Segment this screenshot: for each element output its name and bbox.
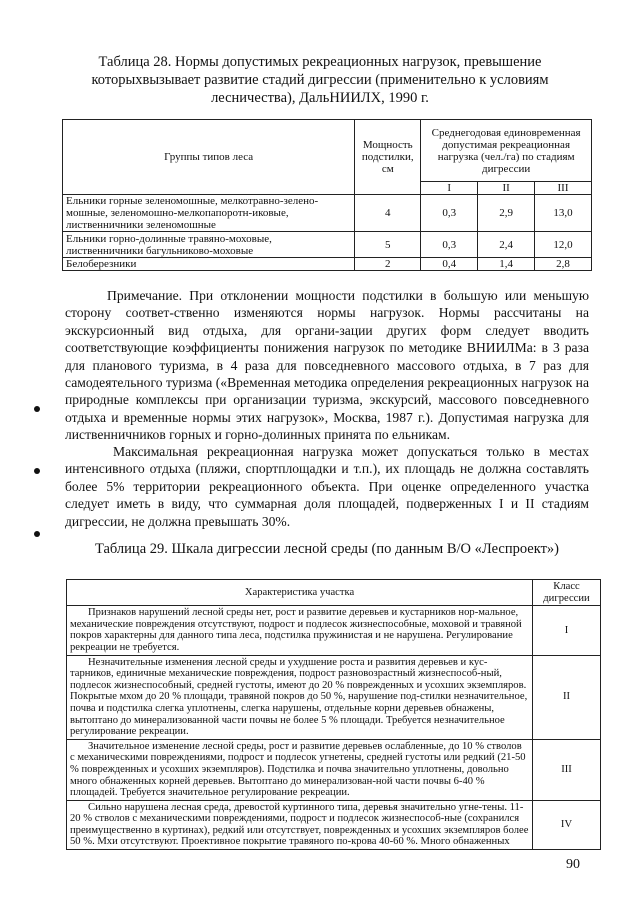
row-stage-1: 0,4 xyxy=(421,258,478,271)
table-28 xyxy=(62,119,592,271)
row-thickness: 5 xyxy=(355,232,421,258)
row-name: Ельники горно-долинные травяно-моховые, лиственничники багульниково-моховые xyxy=(63,232,355,258)
row-thickness: 2 xyxy=(355,258,421,271)
header-stage-3: III xyxy=(535,182,592,195)
header-class: Класс дигрессии xyxy=(533,580,601,606)
row-stage-3: 12,0 xyxy=(535,232,592,258)
table-row xyxy=(63,195,592,232)
header-stage-2: II xyxy=(478,182,535,195)
row-stage-1: 0,3 xyxy=(421,232,478,258)
max-load-paragraph: Максимальная рекреационная нагрузка может допускаться только в местах интенсивного отдыха (пляжи, спортплощадки и т.п.), их площадь не должна составлять более 5% территории рекреационного объекта. При оценке определенного участка следует иметь в виду, что суммарная доля площадей, подверженных I и II стадиям дигрессии, не должна превышать 30%. xyxy=(65,444,589,529)
page-number: 90 xyxy=(566,857,580,872)
header-groups: Группы типов леса xyxy=(63,120,355,195)
header-load: Среднегодовая единовременная допустимая рекреационная нагрузка (чел./га) по стадиям дигрессии xyxy=(421,120,592,182)
row-class: I xyxy=(533,606,601,655)
table-row xyxy=(67,800,601,849)
row-characteristic: Признаков нарушений лесной среды нет, рост и развитие деревьев и кустарников нор-мальное, механические повреждения отсутствуют, подрост и подлесок жизнеспособные, моховой и травяной покров характерны для данного типа леса, подстилка пружинистая и не нарушена. Регулирование рекреации не требуется. xyxy=(67,606,533,655)
row-stage-2: 1,4 xyxy=(478,258,535,271)
row-stage-2: 2,4 xyxy=(478,232,535,258)
margin-dot xyxy=(34,468,40,474)
row-stage-1: 0,3 xyxy=(421,195,478,232)
header-thickness: Мощность подстилки, см xyxy=(355,120,421,195)
table-row xyxy=(67,606,601,655)
row-thickness: 4 xyxy=(355,195,421,232)
table-row xyxy=(67,655,601,739)
row-stage-2: 2,9 xyxy=(478,195,535,232)
row-characteristic: Значительное изменение лесной среды, рост и развитие деревьев ослабленные, до 10 % стволов с механическими повреждениями, подрост и подлесок угнетены, средней густоты или редкий (21-50 % поврежденных и усохших экземпляров). Подстилка и почва значительно уплотнены, довольно много обнаженных корней деревьев. Вытоптано до минерализован-ной части почвы 6-40 % площадей. Требуется значительное регулирование рекреации. xyxy=(67,739,533,800)
row-name: Ельники горные зеленомошные, мелкотравно-зелено-мошные, зеленомошно-мелкопапоротн-иковые, лиственничники зеленомошные xyxy=(63,195,355,232)
header-stage-1: I xyxy=(421,182,478,195)
row-class: IV xyxy=(533,800,601,849)
table28-caption-line2: которыхвызывает развитие стадий дигрессии (применительно к условиям xyxy=(91,72,549,88)
table-row xyxy=(63,258,592,271)
margin-dot xyxy=(34,531,40,537)
row-characteristic: Незначительные изменения лесной среды и ухудшение роста и развития деревьев и кус-тарников, единичные механические повреждения, подрост разновозрастный жизнеспособ-ный, подлесок жизнеспособный, средней густоты, имеют до 20 % поврежденных и усохших экземпляров. Покрытые мхом до 20 % площади, травяной покров до 50 %, нарушение под-стилки незначительное, почва и подстилка слегка уплотнены, слегка нарушены, отдельные корни деревьев обнажены, вытоптано до минерализованной части почвы не более 5 % площади. Требуется незначительное регулирование рекреации. xyxy=(67,655,533,739)
table-row xyxy=(67,739,601,800)
row-stage-3: 2,8 xyxy=(535,258,592,271)
table28-caption-line1: Таблица 28. Нормы допустимых рекреационных нагрузок, превышение xyxy=(98,54,542,70)
row-class: II xyxy=(533,655,601,739)
table-row xyxy=(63,232,592,258)
table29-caption: Таблица 29. Шкала дигрессии лесной среды (по данным В/О «Леспроект») xyxy=(94,541,559,557)
row-name: Белоберезники xyxy=(63,258,355,271)
table-29 xyxy=(66,579,601,850)
row-class: III xyxy=(533,739,601,800)
row-characteristic: Сильно нарушена лесная среда, древостой куртинного типа, деревья значительно угне-тены. 11-20 % стволов с механическими повреждениями, подрост и подлесок жизнеспособ-ные (сохранился преимущественно в куртинах), редкий или отсутствует, поврежденных и усохших экземпляров более 50 %. Мхи отсутствуют. Проективное покрытие травяного по-крова 40-60 %. Много обнаженных xyxy=(67,800,533,849)
header-characteristic: Характеристика участка xyxy=(67,580,533,606)
note-paragraph: Примечание. При отклонении мощности подстилки в большую или меньшую сторону соответ-ственно изменяются нормы нагрузок. Нормы рассчитаны на экскурсионный вид отдыха, для органи-зации других форм следует вводить соответствующие коэффициенты понижения нагрузок по методике ВНИИЛМа: в 3 раза для планового туризма, в 4 раза для повседневного массового отдыха, в 7 раз для самодеятельного туризма («Временная методика определения рекреационных нагрузок на природные комплексы при организации туризма, экскурсий, массового повседневного отдыха и временные нормы этих нагрузок», Москва, 1987 г.). Допустимая нагрузка для лиственничников горных и горно-долинных принята по ельникам. xyxy=(65,288,589,443)
margin-dot xyxy=(34,406,40,412)
row-stage-3: 13,0 xyxy=(535,195,592,232)
table28-caption-line3: лесничества), ДальНИИЛХ, 1990 г. xyxy=(211,90,429,106)
